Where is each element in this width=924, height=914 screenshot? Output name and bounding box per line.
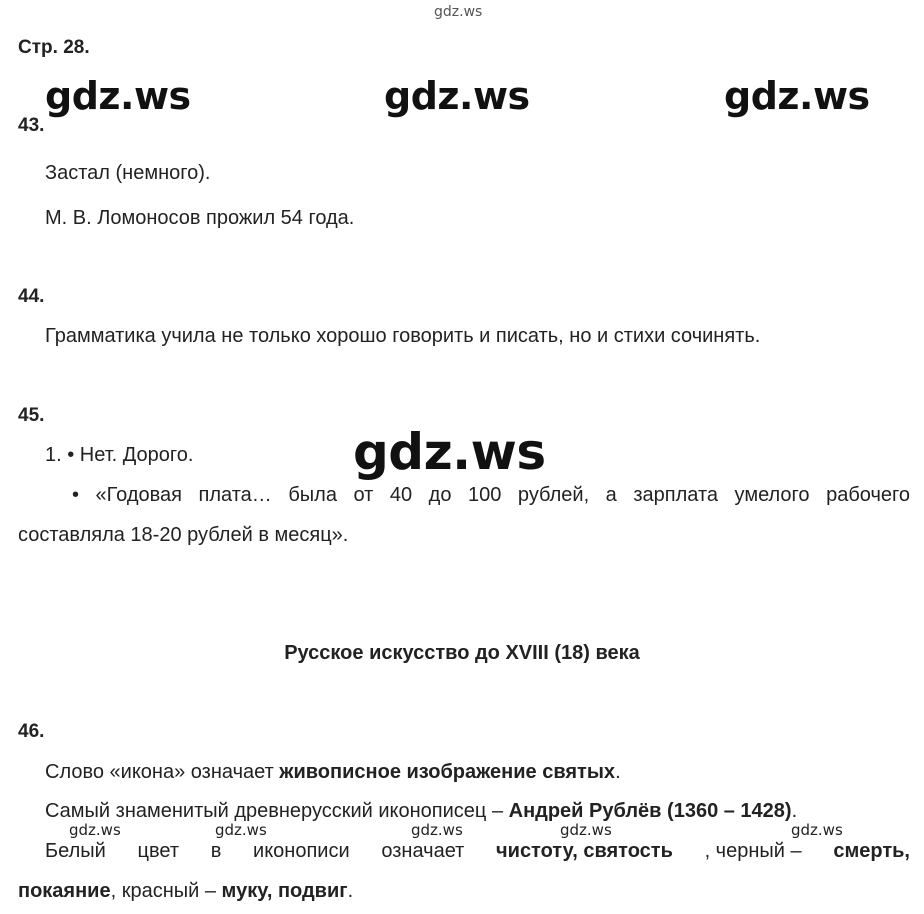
- q46-l1-end: .: [615, 761, 621, 783]
- q46-l3-w5: означает: [381, 840, 465, 862]
- watermark-middle: gdz.ws: [384, 74, 530, 118]
- q46-l4-bold-2: муку, подвиг: [221, 880, 348, 902]
- q46-l3-w1: Белый: [45, 840, 106, 862]
- watermark-small-3: gdz.ws: [411, 821, 463, 839]
- q46-l4-bold-1: покаяние: [18, 880, 111, 902]
- question-number-45: 45.: [18, 405, 45, 426]
- q46-line-1: [45, 760, 621, 784]
- page-reference: Стр. 28.: [18, 37, 90, 58]
- watermark-small-4: gdz.ws: [560, 821, 612, 839]
- question-number-43: 43.: [18, 115, 45, 136]
- q46-l2-end: .: [791, 800, 798, 822]
- q46-l3-bold-1: чистоту, святость: [496, 840, 673, 862]
- q46-l3-bold-2: смерть,: [833, 840, 910, 862]
- q46-l1-text: Слово «икона» означает: [45, 761, 280, 783]
- question-number-46: 46.: [18, 721, 45, 742]
- q43-line-1: Застал (немного).: [45, 162, 211, 184]
- q46-line-3: [45, 839, 910, 863]
- q46-l3-w2: цвет: [137, 840, 179, 862]
- watermark-small-2: gdz.ws: [215, 821, 267, 839]
- q46-l2-text: Самый знаменитый древнерусский иконописец –: [45, 800, 509, 822]
- watermark-right: gdz.ws: [724, 74, 870, 118]
- q45-line-3: составляла 18-20 рублей в месяц».: [18, 524, 349, 546]
- q44-line-1: Грамматика учила не только хорошо говорить и писать, но и стихи сочинять.: [45, 325, 761, 347]
- watermark-top: gdz.ws: [434, 4, 483, 20]
- q46-l4-text: , красный –: [110, 880, 222, 902]
- q46-l3-mid: , черный –: [704, 840, 802, 862]
- q43-line-2: М. В. Ломоносов прожил 54 года.: [45, 207, 355, 229]
- q46-l4-end: .: [347, 880, 354, 902]
- question-number-44: 44.: [18, 286, 45, 307]
- q46-line-4: [18, 879, 353, 903]
- q45-line-2: • «Годовая плата… была от 40 до 100 рублей, а зарплата умелого рабочего: [72, 484, 910, 506]
- q46-l3-w3: в: [210, 840, 222, 862]
- q45-line-1: 1. • Нет. Дорого.: [45, 444, 194, 466]
- watermark-left: gdz.ws: [45, 74, 191, 118]
- watermark-small-1: gdz.ws: [69, 821, 121, 839]
- q46-line-2: [45, 799, 797, 823]
- q46-l2-bold: Андрей Рублёв (1360 – 1428): [508, 800, 792, 822]
- q46-l3-w4: иконописи: [253, 840, 350, 862]
- watermark-center: gdz.ws: [353, 423, 546, 481]
- q46-l1-bold: живописное изображение святых: [279, 761, 616, 783]
- section-heading: Русское искусство до XVIII (18) века: [284, 642, 640, 664]
- watermark-small-5: gdz.ws: [791, 821, 843, 839]
